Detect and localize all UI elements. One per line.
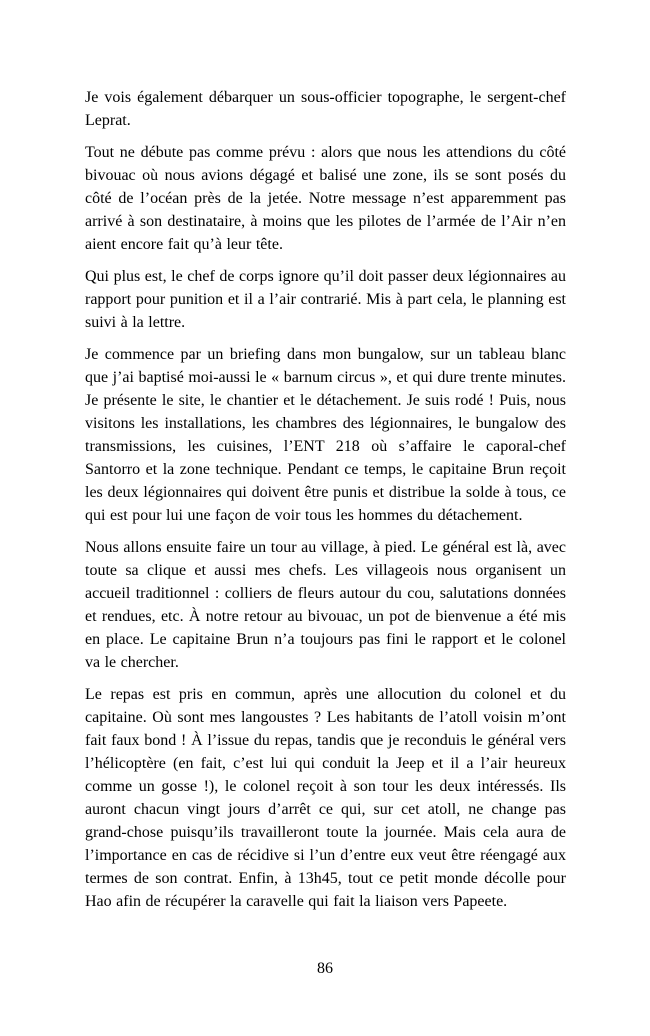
paragraph: Qui plus est, le chef de corps ignore qu’il doit passer deux légionnaires au rapport pour punition et il a l’air contrarié. Mis à part cela, le planning est suivi à la lettre. — [85, 268, 566, 331]
paragraph: Je commence par un briefing dans mon bungalow, sur un tableau blanc que j’ai baptisé moi-aussi le « barnum circus », et qui dure trente minutes. Je présente le site, le chantier et le détachement. Je suis rodé ! Puis, nous visitons les installations, les chambres des légionnaires, le bungalow des transmissions, les cuisines, l’ENT 218 où s’affaire le caporal-chef Santorro et la zone technique. Pendant ce temps, le capitaine Brun reçoit les deux légionnaires qui doivent être punis et distribue la solde à tous, ce qui est pour lui une façon de voir tous les hommes du détachement. — [85, 346, 566, 524]
paragraph: Tout ne débute pas comme prévu : alors que nous les attendions du côté bivouac où nous avions dégagé et balisé une zone, ils se sont posés du côté de l’océan près de la jetée. Notre message n’est apparemment pas arrivé à son destinataire, à moins que les pilotes de l’armée de l’Air n’en aient encore fait qu’à leur tête. — [85, 144, 566, 253]
paragraph: Le repas est pris en commun, après une allocution du colonel et du capitaine. Où sont mes langoustes ? Les habitants de l’atoll voisin m’ont fait faux bond ! À l’issue du repas, tandis que je reconduis le général vers l’hélicoptère (en fait, c’est lui qui conduit la Jeep et il a l’air heureux comme un gosse !), le colonel reçoit à son tour les deux intéressés. Ils auront chacun vingt jours d’arrêt ce qui, sur cet atoll, ne change pas grand-chose puisqu’ils travailleront toute la journée. Mais cela aura de l’importance en cas de récidive si l’un d’entre eux veut être réengagé aux termes de son contrat. Enfin, à 13h45, tout ce petit monde décolle pour Hao afin de récupérer la caravelle qui fait la liaison vers Papeete. — [85, 686, 566, 910]
paragraph: Nous allons ensuite faire un tour au village, à pied. Le général est là, avec toute sa clique et aussi mes chefs. Les villageois nous organisent un accueil traditionnel : colliers de fleurs autour du cou, salutations données et rendues, etc. À notre retour au bivouac, un pot de bienvenue a été mis en place. Le capitaine Brun n’a toujours pas fini le rapport et le colonel va le chercher. — [85, 539, 566, 671]
page-text-block — [85, 86, 566, 922]
paragraph: Je vois également débarquer un sous-officier topographe, le sergent-chef Leprat. — [85, 89, 566, 129]
page-number: 86 — [317, 960, 333, 977]
